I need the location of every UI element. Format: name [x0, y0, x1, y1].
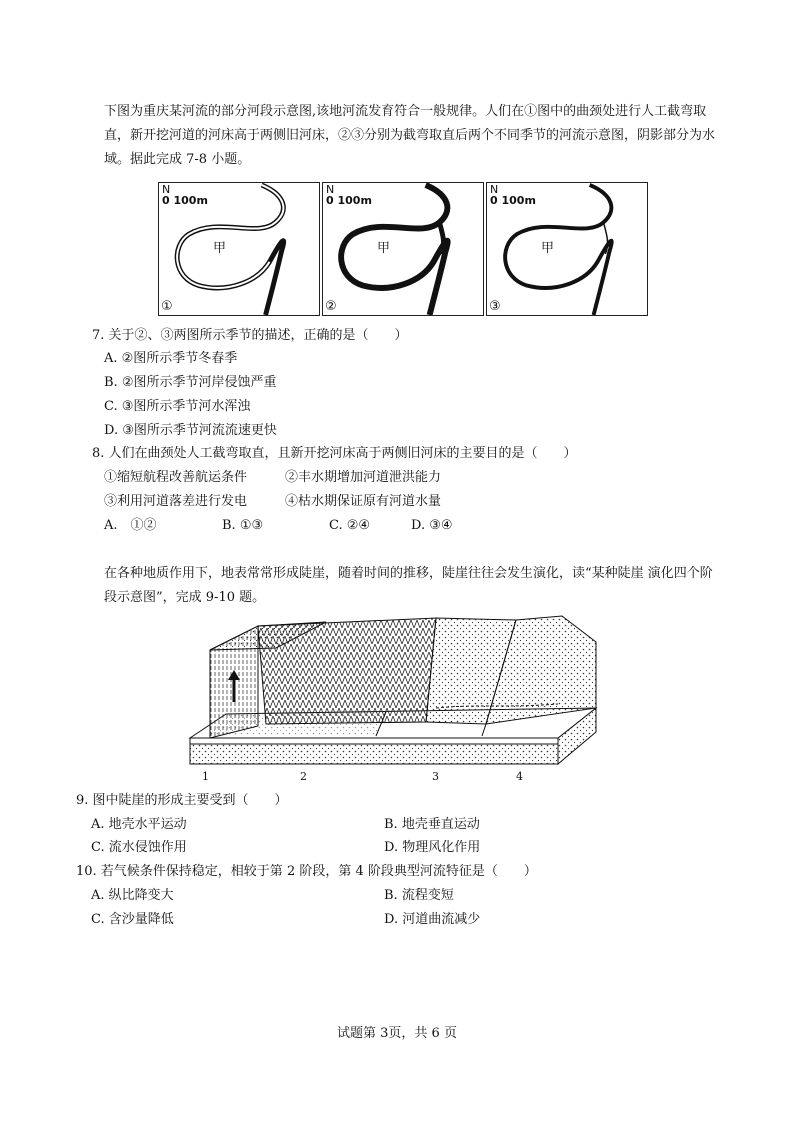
- q9-option-a: A. 地壳水平运动: [91, 817, 187, 832]
- stage-label-4: 4: [516, 770, 523, 783]
- north-label: N: [162, 183, 171, 196]
- q8-option-b: B. ①③: [222, 518, 264, 533]
- q10-option-c: C. 含沙量降低: [91, 912, 174, 927]
- intro-paragraph-1: 下图为重庆某河流的部分河段示意图,该地河流发育符合一般规律。人们在①图中的曲颈处进行人工截弯取直，新开挖河道的河床高于两侧旧河床，②③分别为截弯取直后两个不同季节的河流示意图，阴影部分为水域。据此完成 7-8 小题。: [104, 104, 716, 167]
- q8-item-3: ③利用河道落差进行发电: [104, 494, 248, 509]
- q9-option-c: C. 流水侵蚀作用: [91, 840, 187, 855]
- q10-stem: 10. 若气候条件保持稳定，相较于第 2 阶段，第 4 阶段典型河流特征是（ ）: [76, 864, 537, 879]
- q7-option-a: A. ②图所示季节冬春季: [104, 351, 238, 366]
- jia-label: 甲: [213, 241, 227, 256]
- river-map-1: [158, 182, 320, 316]
- stage-label-2: 2: [300, 770, 307, 783]
- river-map-3: [486, 182, 648, 316]
- cliff-diagram-svg: [186, 612, 606, 782]
- map-number-label: ①: [161, 299, 173, 314]
- q9-option-b: B. 地壳垂直运动: [384, 817, 480, 832]
- q8-option-a: A. ①②: [104, 518, 157, 533]
- stage-label-3: 3: [432, 770, 439, 783]
- q8-item-4: ④枯水期保证原有河道水量: [285, 494, 442, 509]
- q10-option-d: D. 河道曲流减少: [384, 912, 481, 927]
- q7-option-b: B. ②图所示季节河岸侵蚀严重: [104, 375, 277, 390]
- q8-option-c: C. ②④: [329, 518, 371, 533]
- scale-label: 0 100m: [162, 194, 208, 207]
- q7-option-c: C. ③图所示季节河水浑浊: [104, 399, 251, 414]
- intro-paragraph-2: 在各种地质作用下，地表常常形成陡崖，随着时间的推移，陡崖往往会发生演化，读“某种陡崖 演化四个阶段示意图”，完成 9-10 题。: [104, 566, 713, 605]
- q8-item-2: ②丰水期增加河道泄洪能力: [285, 470, 442, 485]
- stage-label-1: 1: [202, 770, 209, 783]
- jia-label: 甲: [377, 241, 391, 256]
- q7-stem: 7. 关于②、③两图所示季节的描述，正确的是（ ）: [92, 328, 408, 343]
- q10-option-a: A. 纵比降变大: [91, 888, 174, 903]
- north-label: N: [326, 183, 335, 196]
- page-footer: 试题第 3页，共 6 页: [337, 1026, 457, 1041]
- north-label: N: [490, 183, 499, 196]
- q10-option-b: B. 流程变短: [384, 888, 454, 903]
- q8-option-d: D. ③④: [411, 518, 453, 533]
- scale-label: 0 100m: [490, 194, 536, 207]
- q7-option-d: D. ③图所示季节河流流速更快: [104, 423, 277, 438]
- q8-stem: 8. 人们在曲颈处人工截弯取直，且新开挖河床高于两侧旧河床的主要目的是（ ）: [92, 446, 577, 461]
- map-number-label: ②: [325, 299, 337, 314]
- scale-label: 0 100m: [326, 194, 372, 207]
- q9-stem: 9. 图中陡崖的形成主要受到（ ）: [76, 793, 288, 808]
- map-number-label: ③: [489, 299, 501, 314]
- river-map-2: [322, 182, 484, 316]
- q8-item-1: ①缩短航程改善航运条件: [104, 470, 248, 485]
- jia-label: 甲: [541, 241, 555, 256]
- q9-option-d: D. 物理风化作用: [384, 840, 481, 855]
- cliff-evolution-diagram: [186, 612, 606, 782]
